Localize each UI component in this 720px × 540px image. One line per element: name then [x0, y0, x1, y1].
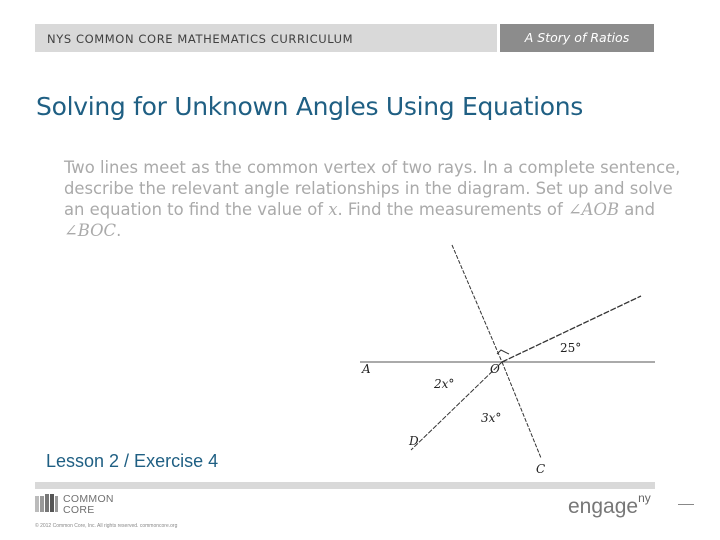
- common-core-logo-icon: [35, 492, 59, 514]
- common-core-wordmark: [63, 494, 114, 516]
- footer-rule: [35, 482, 655, 489]
- label-c: C: [536, 462, 546, 476]
- label-3x-degrees: 3x°: [481, 411, 502, 425]
- label-d: D: [409, 434, 419, 448]
- line-dc-upper: [452, 245, 502, 362]
- label-2x-degrees: 2x°: [434, 377, 455, 391]
- cc-line-2: CORE: [63, 504, 95, 516]
- exercise-line-2: describe the relevant angle relationships in the diagram. Set up and solve: [64, 179, 673, 198]
- line-dc-lower: [502, 362, 541, 458]
- exercise-line-3-pre: an equation to find the value of: [64, 200, 329, 219]
- engage-ny-text: ny: [638, 491, 651, 505]
- label-a: A: [362, 362, 371, 376]
- page-title: Solving for Unknown Angles Using Equations: [36, 92, 584, 121]
- angle-boc: ∠BOC: [64, 221, 117, 240]
- label-o: O: [490, 362, 500, 376]
- copyright-notice: © 2012 Common Core, Inc. All rights reserved. commoncore.org: [35, 523, 178, 529]
- ray-od: [411, 362, 502, 450]
- exercise-line-4-post: .: [116, 221, 122, 240]
- cc-line-1: COMMON: [63, 493, 114, 505]
- exercise-line-3-mid: . Find the measurements of: [337, 200, 568, 219]
- angle-aob: ∠AOB: [567, 200, 620, 219]
- lesson-label: Lesson 2 / Exercise 4: [46, 451, 219, 471]
- variable-x: x: [328, 200, 338, 219]
- exercise-line-3-post: and: [619, 200, 656, 219]
- exercise-line-1: Two lines meet as the common vertex of two rays. In a complete sentence,: [64, 158, 681, 177]
- engageny-logo: [568, 491, 651, 519]
- footer-dash: [678, 504, 694, 505]
- engage-text: engage: [568, 495, 639, 518]
- label-25-degrees: 25°: [560, 341, 582, 355]
- curriculum-header: NYS COMMON CORE MATHEMATICS CURRICULUM: [47, 32, 354, 46]
- series-header: A Story of Ratios: [524, 30, 630, 45]
